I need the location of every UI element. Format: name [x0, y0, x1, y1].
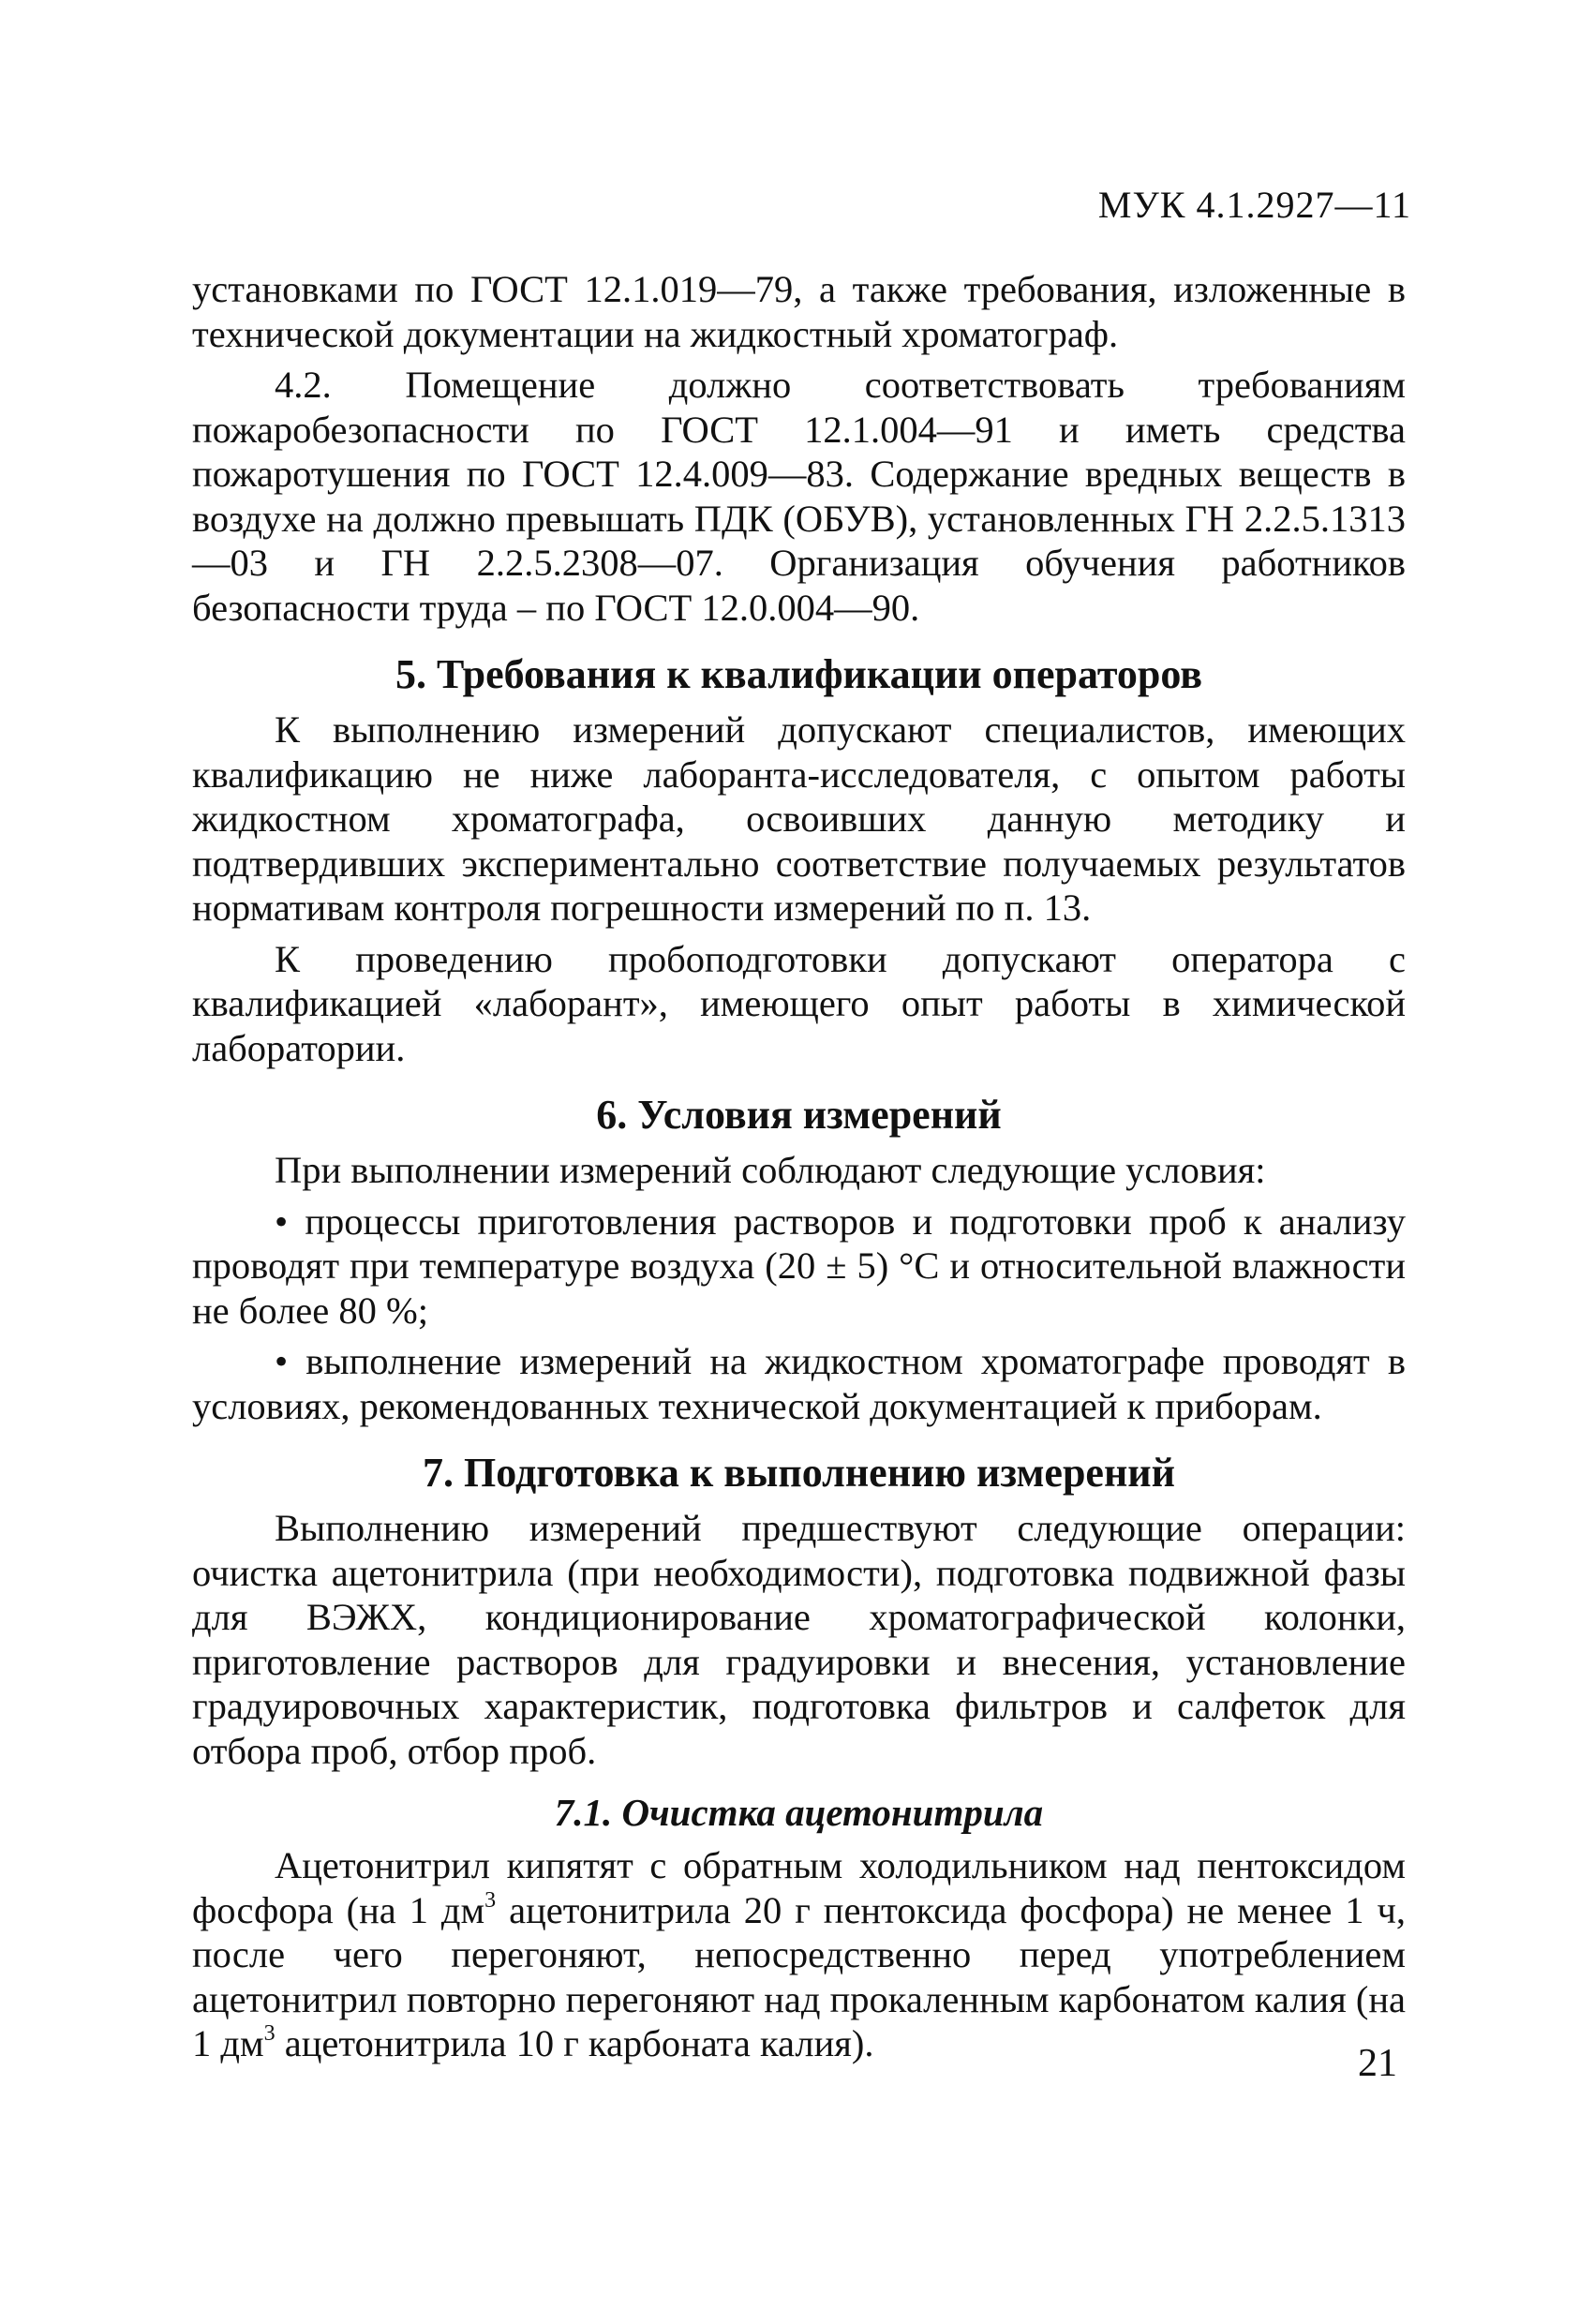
text-segment: ацетонитрила 10 г карбоната калия). [275, 2022, 874, 2064]
section-6-intro: При выполнении измерений соблюдают следующие условия: [275, 1149, 1266, 1191]
section-5-paragraph-1: К выполнению измерений допускают специалистов, имеющих квалификацию не ниже лаборанта-исследователя, с опытом работы жидкостном хроматографа, освоивших данную методику и подтвердивших экспериментально соответствие получаемых результатов нормативам контроля погрешности измерений по п. 13. [192, 708, 1406, 929]
text-segment: Ацетонитрил кипятят с обратным холодильником над пентоксидом фосфора (на 1 дм [192, 1844, 1406, 1931]
subsection-7-1-paragraph [192, 1843, 1406, 2066]
superscript: 3 [484, 1887, 497, 1913]
section-6-bullet-1: • процессы приготовления растворов и подготовки проб к анализу проводят при температуре воздуха (20 ± 5) °С и относительной влажности не более 80 %; [192, 1199, 1406, 1333]
page-number: 21 [1358, 2042, 1397, 2085]
section-6-heading: 6. Условия измерений [596, 1092, 1002, 1138]
page-body [192, 267, 1406, 2073]
document-code-header: МУК 4.1.2927—11 [1097, 184, 1411, 226]
section-6-bullet-2: • выполнение измерений на жидкостном хроматографе проводят в условиях, рекомендованных технической документацией к приборам. [192, 1339, 1406, 1428]
section-5-heading: 5. Требования к квалификации операторов [395, 651, 1203, 697]
superscript: 3 [263, 2021, 276, 2046]
text-segment: ацетонитрила 20 г пентоксида фосфора) не менее 1 ч, после чего перегоняют, непосредственно перед употреблением ацетонитрил повторно перегоняют над прокаленным карбонатом калия (на 1 дм [192, 1888, 1406, 2064]
section-7-heading: 7. Подготовка к выполнению измерений [423, 1450, 1175, 1496]
paragraph-continuation: установками по ГОСТ 12.1.019—79, а также требования, изложенные в технической документации на жидкостный хроматограф. [192, 268, 1406, 355]
section-7-paragraph-1: Выполнению измерений предшествуют следующие операции: очистка ацетонитрила (при необходимости), подготовка подвижной фазы для ВЭЖХ, кондиционирование хроматографической колонки, приготовление растворов для градуировки и внесения, установление градуировочных характеристик, подготовка фильтров и салфеток для отбора проб, отбор проб. [192, 1507, 1406, 1772]
paragraph-4-2: 4.2. Помещение должно соответствовать требованиям пожаробезопасности по ГОСТ 12.1.004—91 и иметь средства пожаротушения по ГОСТ 12.4.009—83. Содержание вредных веществ в воздухе на должно превышать ПДК (ОБУВ), установленных ГН 2.2.5.1313—03 и ГН 2.2.5.2308—07. Организация обучения работников безопасности труда – по ГОСТ 12.0.004—90. [192, 364, 1406, 629]
section-5-paragraph-2: К проведению пробоподготовки допускают оператора с квалификацией «лаборант», имеющего опыт работы в химической лаборатории. [192, 937, 1406, 1069]
subsection-7-1-heading: 7.1. Очистка ацетонитрила [554, 1791, 1044, 1834]
